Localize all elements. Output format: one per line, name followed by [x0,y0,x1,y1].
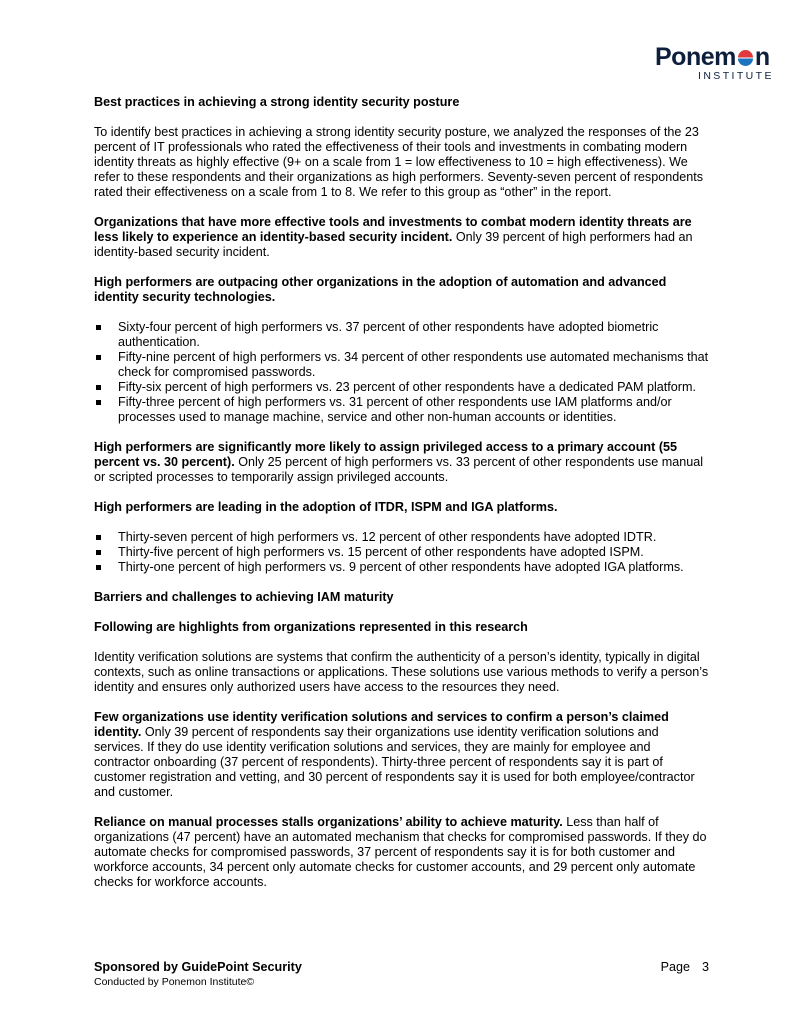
paragraph-lead: Organizations that have more effective tools and investments to combat modern identity threats are less likely to experience an identity-based security incident. [94,215,692,244]
bullet-square-icon [96,565,101,570]
paragraph-privileged-access [94,440,709,485]
section-heading-itdr: High performers are leading in the adoption of ITDR, ISPM and IGA platforms. [94,500,558,514]
paragraph-lead: High performers are significantly more likely to assign privileged access to a primary account (55 percent vs. 30 percent). [94,440,678,469]
paragraph-identity-verification: Identity verification solutions are systems that confirm the authenticity of a person’s identity, typically in digital contexts, such as online transactions or applications. These solutions use various methods to verify a person’s identity and ensures only authorized users have access to the resources they need. [94,650,709,694]
list-item: Fifty-nine percent of high performers vs. 34 percent of other respondents use automated mechanisms that check for compromised passwords. [94,350,709,380]
logo-wordmark [655,44,775,70]
logo-word-left: Ponem [655,43,736,71]
logo-subtitle: INSTITUTE [698,70,774,82]
section-heading-automation: High performers are outpacing other organizations in the adoption of automation and advanced identity security technologies. [94,275,667,304]
section-heading-best-practices: Best practices in achieving a strong identity security posture [94,95,460,109]
paragraph-text: Only 25 percent of high performers vs. 33 percent of other respondents use manual or scripted processes to temporarily assign privileged accounts. [94,455,704,484]
bullet-square-icon [96,385,101,390]
bullet-square-icon [96,550,101,555]
page-footer [94,960,709,989]
page-number [661,960,709,975]
logo-o-mark-icon [737,45,754,62]
page-label: Page [660,960,690,974]
bullet-square-icon [96,535,101,540]
list-item: Fifty-three percent of high performers vs. 31 percent of other respondents use IAM platforms and/or processes used to manage machine, service and other non-human accounts or identities. [94,395,709,425]
paragraph-few-organizations [94,710,709,800]
page-number-value: 3 [701,960,709,974]
paragraph-manual-processes [94,815,709,890]
bullet-square-icon [96,400,101,405]
footer-conducted: Conducted by Ponemon Institute© [94,976,255,988]
list-item: Sixty-four percent of high performers vs. 37 percent of other respondents have adopted biometric authentication. [94,320,709,350]
list-item: Thirty-one percent of high performers vs. 9 percent of other respondents have adopted IGA platforms. [94,560,709,575]
paragraph-text: Less than half of organizations (47 percent) have an automated mechanism that checks for compromised passwords. If they do automate checks for compromised passwords, 37 percent of respondents say it is for both customer and workforce accounts, 34 percent only automate checks for customer accounts, and 29 percent only automate checks for workforce accounts. [94,815,707,889]
bullet-list-automation [94,320,709,425]
paragraph-intro: To identify best practices in achieving a strong identity security posture, we analyzed the responses of the 23 percent of IT professionals who rated the effectiveness of their tools and investments in combating modern identity threats as highly effective (9+ on a scale from 1 = low effectiveness to 10 = high effectiveness). We refer to these respondents and their organizations as high performers. Seventy-seven percent of respondents rated their effectiveness on a scale from 1 to 8. We refer to this group as “other” in the report. [94,125,704,199]
paragraph-text: Only 39 percent of high performers had an identity-based security incident. [94,230,693,259]
section-heading-highlights: Following are highlights from organizations represented in this research [94,620,528,634]
paragraph-lead: Reliance on manual processes stalls organizations’ ability to achieve maturity. [94,815,563,829]
document-body [94,95,709,905]
bullet-square-icon [96,325,101,330]
section-heading-barriers: Barriers and challenges to achieving IAM maturity [94,590,394,604]
list-item: Thirty-seven percent of high performers vs. 12 percent of other respondents have adopted IDTR. [94,530,709,545]
paragraph-effective-tools [94,215,709,260]
ponemon-logo [655,44,775,82]
footer-sponsor: Sponsored by GuidePoint Security [94,960,302,974]
paragraph-text: Only 39 percent of respondents say their organizations use identity verification solutions and services. If they do use identity verification solutions and services, they are mainly for employee and contractor onboarding (37 percent of respondents). Thirty-three percent of respondents say it is part of customer registration and vetting, and 30 percent of respondents say it is used for both employee/contractor and customer. [94,725,695,799]
list-item: Fifty-six percent of high performers vs. 23 percent of other respondents have a dedicated PAM platform. [94,380,709,395]
bullet-square-icon [96,355,101,360]
bullet-list-itdr [94,530,709,575]
list-item: Thirty-five percent of high performers vs. 15 percent of other respondents have adopted ISPM. [94,545,709,560]
logo-word-right: n [754,43,770,71]
paragraph-lead: Few organizations use identity verification solutions and services to confirm a person’s claimed identity. [94,710,669,739]
